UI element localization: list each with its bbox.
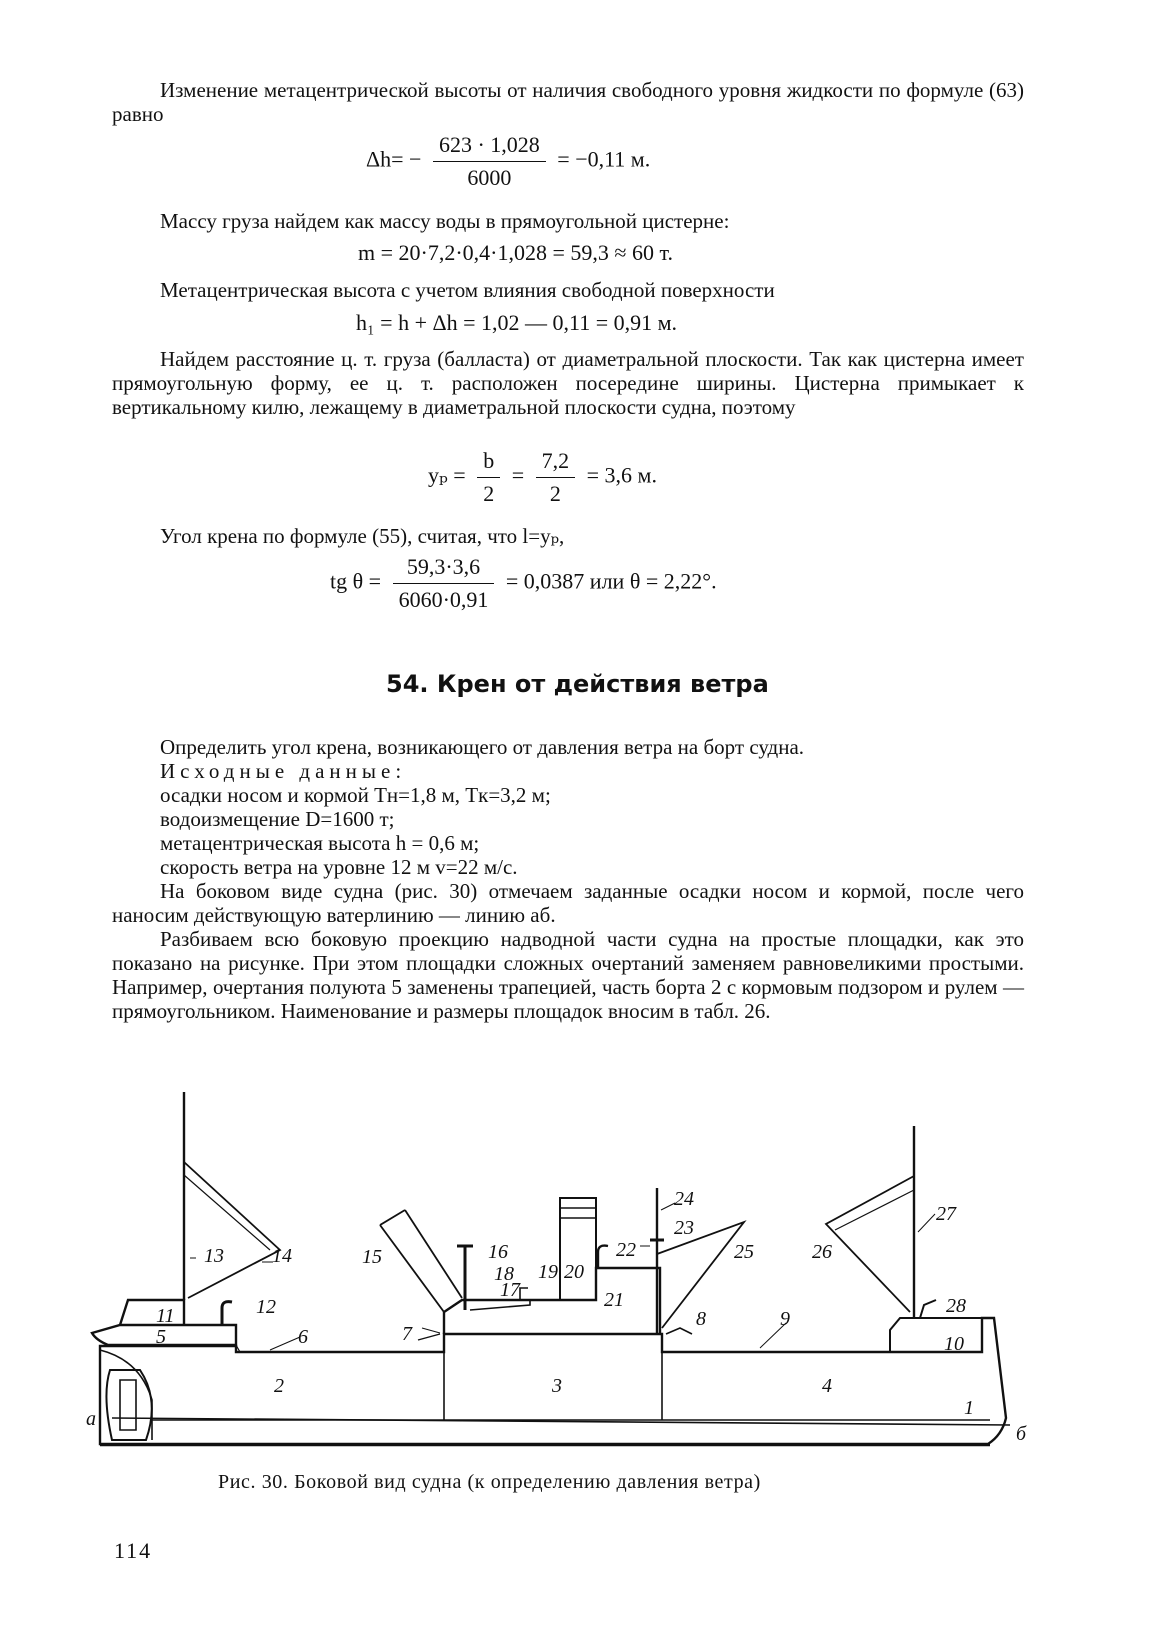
area-label: 17 [500, 1279, 520, 1301]
equation-tg-theta [330, 554, 717, 613]
paragraph-side-view: На боковом виде судна (рис. 30) отмечаем заданные осадки носом и кормой, после чего наносим действующую ватерлинию — линию аб. [112, 879, 1024, 927]
area-label: 26 [812, 1241, 832, 1263]
paragraph-mass: Массу груза найдем как массу воды в прямоугольной цистерне: [160, 209, 730, 233]
area-label: 18 [494, 1263, 514, 1285]
paragraph-distance: Найдем расстояние ц. т. груза (балласта) от диаметральной плоскости. Так как цистерна имеет прямоугольную форму, ее ц. т. расположен посередине ширины. Цистерна примыкает к вертикальному килю, лежащему в диаметральной плоскости судна, поэтому [112, 347, 1024, 419]
midship-derrick-left [380, 1225, 462, 1312]
eq4-fraction-1 [477, 448, 500, 507]
lifeboat [470, 1300, 530, 1310]
area-label: 8 [696, 1308, 706, 1330]
eq1-lhs: Δh= − [366, 146, 422, 172]
eq4-denominator-1: 2 [483, 481, 495, 506]
funnel [560, 1198, 596, 1300]
eq5-fraction [393, 554, 495, 613]
eq5-rhs: = 0,0387 или θ = 2,22°. [505, 568, 717, 594]
area-label: 13 [204, 1245, 224, 1267]
page-number: 114 [114, 1538, 153, 1563]
eq4-numerator-1: b [477, 448, 500, 478]
aft-house [890, 1318, 982, 1352]
paragraph-free-surface: Изменение метацентрической высоты от наличия свободного уровня жидкости по формуле (63) равно [112, 78, 1024, 126]
paragraph-metacentric: Метацентрическая высота с учетом влияния свободной поверхности [160, 278, 775, 302]
area-label: 2 [274, 1375, 284, 1397]
source-data-title: Исходные данные: [160, 759, 407, 783]
area-label: 28 [946, 1295, 966, 1317]
equation-h1: h₁ = h + Δh = 1,02 — 0,11 = 0,91 м. [356, 310, 678, 335]
area-label: 3 [552, 1375, 562, 1397]
eq4-rhs: = 3,6 м. [586, 462, 657, 488]
eq4-denominator-2: 2 [549, 481, 561, 506]
eq4-numerator-2: 7,2 [536, 448, 576, 478]
eq4-lhs: yₚ = [428, 462, 466, 488]
area-label: 4 [822, 1375, 832, 1397]
eq5-lhs: tg θ = [330, 568, 382, 594]
area-label: 5 [156, 1326, 166, 1348]
paragraph-task: Определить угол крена, возникающего от давления ветра на борт судна. [160, 735, 805, 759]
area-label: 25 [734, 1241, 754, 1263]
waterline-ab [112, 1418, 1010, 1425]
eq5-numerator: 59,3·3,6 [393, 554, 495, 584]
source-data-item: метацентрическая высота h = 0,6 м; [160, 831, 480, 855]
area-label: 23 [674, 1217, 694, 1239]
area-label: 1 [964, 1397, 974, 1419]
figure-caption: Рис. 30. Боковой вид судна (к определению давления ветра) [218, 1471, 761, 1493]
area-label: 15 [362, 1246, 382, 1268]
source-data-item: водоизмещение D=1600 т; [160, 807, 395, 831]
area-label: 12 [256, 1296, 276, 1318]
area-label: 20 [564, 1261, 584, 1283]
equation-delta-h [366, 132, 650, 191]
fore-derrick [184, 1162, 280, 1298]
area-label: 22 [616, 1239, 636, 1261]
waterline-label-b: б [1016, 1423, 1027, 1445]
area-label: 9 [780, 1308, 790, 1330]
eq1-denominator: 6000 [467, 165, 512, 190]
source-data-item: осадки носом и кормой Tн=1,8 м, Tк=3,2 м; [160, 783, 551, 807]
area-label: 10 [944, 1333, 964, 1355]
area-label: 6 [298, 1326, 308, 1348]
area-label: 14 [272, 1245, 292, 1267]
equation-mass: m = 20·7,2·0,4·1,028 = 59,3 ≈ 60 т. [358, 240, 673, 265]
waterline-label-a: а [86, 1408, 96, 1430]
eq4-mid: = [511, 462, 525, 488]
paragraph-areas: Разбиваем всю боковую проекцию надводной части судна на простые площадки, как это показано на рисунке. При этом площадки сложных очертаний заменяем равновеликими простыми. Например, очертания полуюта 5 заменены трапецией, часть борта 2 с кормовым подзором и рулем — прямоугольником. Наименование и размеры площадок вносим в табл. 26. [112, 927, 1024, 1023]
area-label: 7 [402, 1323, 412, 1345]
source-data-item: скорость ветра на уровне 12 м v=22 м/с. [160, 855, 518, 879]
area-label: 19 [538, 1261, 558, 1283]
paragraph-heel-angle: Угол крена по формуле (55), считая, что l=yₚ, [160, 524, 565, 548]
eq1-rhs: = −0,11 м. [557, 146, 651, 172]
eq5-denominator: 6060·0,91 [398, 587, 489, 612]
area-label: 24 [674, 1188, 694, 1210]
eq4-fraction-2 [536, 448, 576, 507]
area-label: 21 [604, 1289, 624, 1311]
equation-yp [428, 448, 657, 507]
area-label: 16 [488, 1241, 508, 1263]
ventilator [222, 1302, 232, 1325]
area-label: 11 [156, 1305, 175, 1327]
eq1-fraction [433, 132, 546, 191]
area-label: 27 [936, 1203, 956, 1225]
ship-side-view-figure [0, 1080, 1152, 1460]
eq1-numerator: 623 · 1,028 [433, 132, 546, 162]
section-heading: 54. Крен от действия ветра [386, 670, 769, 698]
